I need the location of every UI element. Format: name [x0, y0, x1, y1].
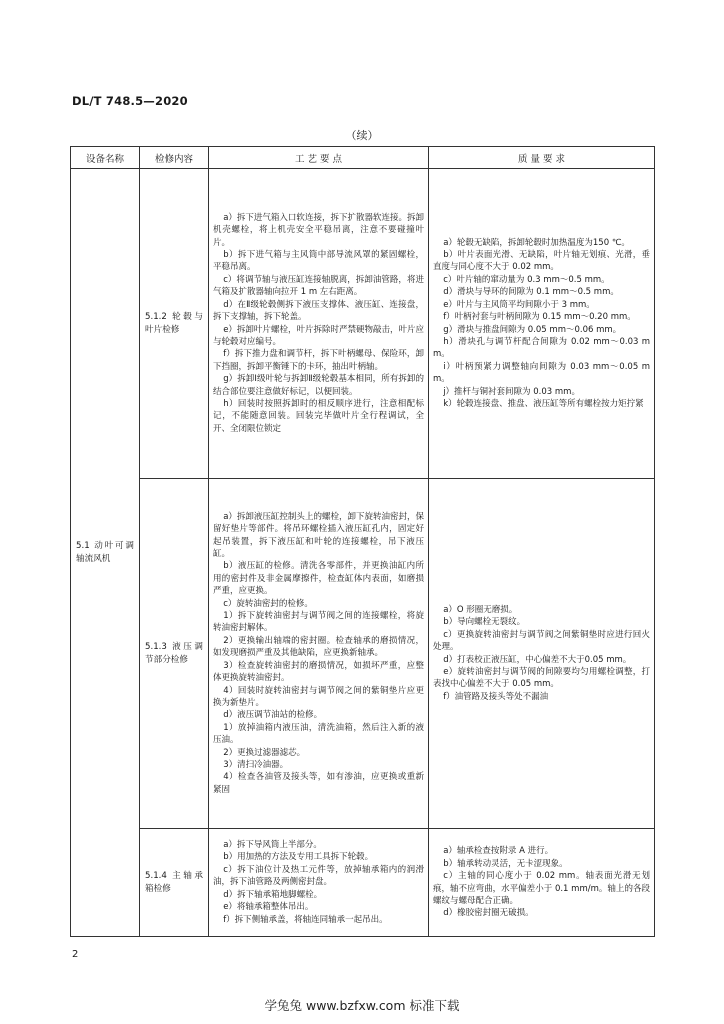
header-inspection-content: 检修内容 — [140, 147, 209, 169]
process-step: g）拆卸Ⅰ级叶轮与拆卸Ⅱ级轮毂基本相同，所有拆卸的结合部位要注意做好标记，以便回装。 — [213, 374, 424, 397]
process-list — [213, 511, 424, 796]
process-step: 1）放掉油箱内液压油，清洗油箱，然后注入新的液压油。 — [213, 722, 424, 746]
process-step: 2）更换输出轴端的密封圈。检查轴承的磨损情况，如发现磨损严重及其他缺陷，应更换新轴承。 — [213, 635, 424, 659]
quality-list — [433, 845, 650, 919]
process-step: f）拆下侧轴承盖，将轴连同轴承一起吊出。 — [223, 914, 388, 925]
continued-label: （续） — [345, 129, 379, 142]
footer-watermark: 学兔兔 www.bzfxw.com 标准下载 — [264, 998, 460, 1013]
table-row — [71, 169, 655, 479]
quality-point: c）更换旋转油密封与调节阀之间紫铜垫时应进行回火处理。 — [433, 629, 650, 653]
quality-point: f）油管路及接头等处不漏油 — [443, 691, 549, 702]
equipment-name-cell: 5.1 动叶可调轴流风机 — [71, 169, 140, 937]
page-number: 2 — [72, 949, 79, 960]
quality-point: g）滑块与推盘间隙为 0.05 mm～0.06 mm。 — [443, 324, 622, 335]
process-step: 2）更换过滤器滤芯。 — [223, 747, 306, 758]
item-hub-blade: 5.1.2 轮毂与叶片检修 — [140, 169, 209, 479]
process-step: c）将调节轴与液压缸连接轴脱离，拆卸油管路，将进气箱及扩散器轴向拉开 1 m 左右距离。 — [213, 274, 424, 298]
quality-point: c）叶片轴的窜动量为 0.3 mm～0.5 mm。 — [443, 274, 610, 285]
process-list — [213, 839, 424, 926]
quality-point: c）主轴的同心度小于 0.02 mm。轴表面光滑无划痕，轴不应弯曲，水平偏差小于 0.1 mm/m。轴上的各段螺纹与螺母配合正确。 — [433, 871, 650, 906]
process-quality-table — [70, 146, 655, 937]
process-step: a）拆下导风筒上半部分。 — [223, 840, 322, 851]
process-step: a）拆下进气箱入口软连接，拆下扩散器软连接。拆卸机壳螺栓，将上机壳安全平稳吊离，注意不要碰撞叶片。 — [213, 212, 424, 248]
header-equipment: 设备名称 — [71, 147, 140, 169]
quality-point: d）滑块与导环的间隙为 0.1 mm～0.5 mm。 — [443, 287, 619, 298]
item-hydraulic: 5.1.3 液压调节部分检修 — [140, 479, 209, 829]
process-step: 4）检查各油管及接头等，如有渗油，应更换或重新紧固 — [213, 772, 424, 795]
table-header-row — [71, 147, 655, 169]
process-step: e）拆卸叶片螺栓，叶片拆除时严禁硬物敲击，叶片应与轮毂对应编号。 — [213, 324, 424, 347]
process-step: c）拆下油位计及热工元件等，放掉轴承箱内的润滑油，拆下油管路及两侧密封盘。 — [213, 864, 424, 888]
quality-point: b）导向螺栓无裂纹。 — [443, 617, 526, 628]
process-step: e）将轴承箱整体吊出。 — [223, 902, 314, 913]
process-list — [213, 212, 424, 435]
process-step: b）用加热的方法及专用工具拆下轮毂。 — [223, 852, 374, 863]
quality-point: d）打表校正液压缸，中心偏差不大于0.05 mm。 — [443, 654, 632, 665]
quality-point: h）滑块孔与调节杆配合间隙为 0.02 mm～0.03 mm。 — [433, 336, 650, 360]
process-step: d）在Ⅱ级轮毂侧拆下液压支撑体、液压缸、连接盘，拆下支撑轴，拆下轮盖。 — [213, 299, 424, 323]
quality-list — [433, 604, 650, 703]
quality-point: a）轮毂无缺陷，拆卸轮毂时加热温度为150 ℃。 — [443, 237, 630, 248]
process-step: d）拆下轴承箱地脚螺栓。 — [223, 889, 323, 900]
quality-point: j）推杆与铜衬套间隙为 0.03 mm。 — [443, 386, 580, 397]
table-row — [71, 829, 655, 937]
quality-point: k）轮毂连接盘、推盘、液压缸等所有螺栓按力矩拧紧 — [443, 398, 644, 409]
quality-point: b）轴承转动灵活，无卡涩现象。 — [443, 858, 568, 869]
quality-list — [433, 237, 650, 411]
process-step: d）液压调节油站的检修。 — [223, 710, 323, 721]
quality-point: b）叶片表面光滑、无缺陷，叶片轴无划痕、光滑，垂直度与同心度不大于 0.02 mm。 — [433, 250, 650, 273]
quality-point: e）旋转油密封与调节阀的间隙要均匀用螺栓调整，打表找中心偏差不大于 0.05 mm。 — [433, 666, 650, 690]
process-step: b）拆下进气箱与主风筒中部导流风罩的紧固螺栓，平稳吊离。 — [213, 250, 424, 273]
header-process-points: 工 艺 要 点 — [209, 147, 429, 169]
process-step: h）回装时按照拆卸时的相反顺序进行，注意相配标记，不能随意回装。回装完毕做叶片全行程调试，全开、全闭限位锁定 — [213, 398, 424, 434]
quality-point: d）橡胶密封圈无破损。 — [443, 908, 534, 919]
process-step: 3）清扫冷油器。 — [223, 759, 289, 770]
process-step: 4）回装时旋转油密封与调节阀之间的紫铜垫片应更换为新垫片。 — [213, 685, 424, 708]
quality-point: a）轴承检查按附录 A 进行。 — [443, 846, 554, 857]
process-step: c）旋转油密封的检修。 — [223, 598, 313, 609]
process-step: 3）检查旋转油密封的磨损情况，如损坏严重，应整体更换旋转油密封。 — [213, 660, 424, 684]
process-step: a）拆卸液压缸控制头上的螺栓，卸下旋转油密封，保留好垫片等部件。将吊环螺栓插入液压缸孔内，固定好起吊装置，拆下液压缸和叶轮的连接螺栓，吊下液压缸。 — [213, 511, 424, 560]
process-step: 1）拆下旋转油密封与调节阀之间的连接螺栓，将旋转油密封解体。 — [213, 611, 424, 634]
quality-point: f）叶柄衬套与叶柄间隙为 0.15 mm～0.20 mm。 — [443, 312, 636, 323]
quality-point: i）叶柄预紧力调整轴向间隙为 0.03 mm～0.05 mm。 — [433, 361, 650, 385]
process-step: b）液压缸的检修。清洗各零部件，并更换油缸内所用的密封件及非金属摩擦件，检查缸体内表面，如磨损严重，应更换。 — [213, 561, 424, 597]
quality-point: a）O 形圈无磨损。 — [443, 604, 518, 615]
document-id: DL/T 748.5—2020 — [72, 94, 188, 108]
header-quality-requirements: 质 量 要 求 — [429, 147, 655, 169]
process-step: f）拆下推力盘和调节杆，拆下叶柄螺母、保险环，卸下挡圈，拆卸平衡锤下的卡环，抽出叶柄轴。 — [213, 349, 424, 372]
item-bearing-box: 5.1.4 主轴承箱检修 — [140, 829, 209, 937]
quality-point: e）叶片与主风筒平均间隙小于 3 mm。 — [443, 299, 595, 310]
table-row — [71, 479, 655, 829]
